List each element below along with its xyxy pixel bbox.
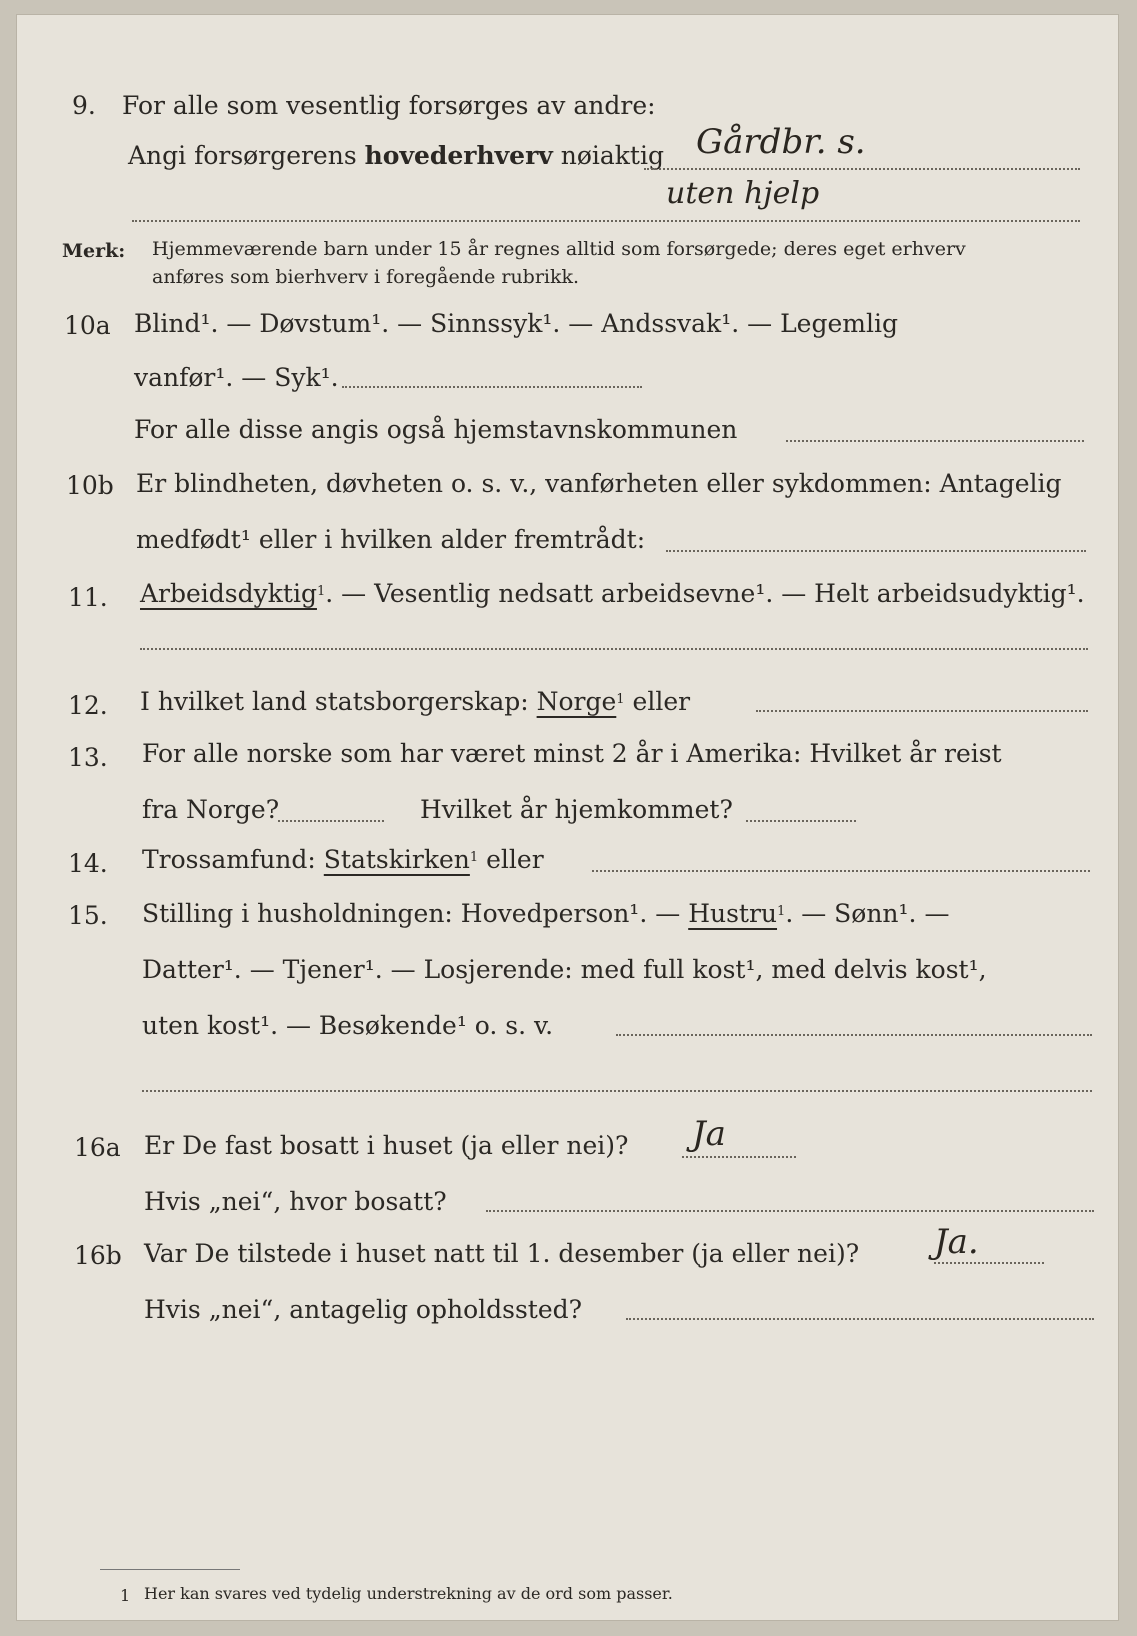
merk-line1: Hjemmeværende barn under 15 år regnes alltid som forsørgede; deres eget erhverv <box>152 238 966 260</box>
q13-line1: For alle norske som har været minst 2 år i Amerika: Hvilket år reist <box>142 739 1002 768</box>
q16b-line1: Var De tilstede i huset natt til 1. desember (ja eller nei)? <box>144 1239 860 1268</box>
q11-selected-option: Arbeidsdyktig <box>140 579 317 608</box>
q12-selected-option: Norge <box>536 687 617 716</box>
q15-selected-option: Hustru <box>688 899 778 928</box>
q9-answer1-handwriting: Gårdbr. s. <box>696 122 866 162</box>
q13-line2a: fra Norge? <box>142 795 280 824</box>
q12-line: I hvilket land statsborgerskap: Norge$^1$ eller <box>140 687 691 716</box>
q14-line: Trossamfund: Statskirken$^1$ eller <box>142 845 544 874</box>
q16a-line1: Er De fast bosatt i huset (ja eller nei)? <box>144 1131 629 1160</box>
q16b-line2: Hvis „nei“, antagelig opholdssted? <box>144 1295 583 1324</box>
q9-answer2-handwriting: uten hjelp <box>666 176 820 211</box>
q10b-line1: Er blindheten, døvheten o. s. v., vanførheten eller sykdommen: Antagelig <box>136 469 1062 498</box>
q16b-blank <box>626 1318 1094 1320</box>
q10b-blank <box>666 550 1086 552</box>
q10a-line2-blank <box>342 386 642 388</box>
q13-number: 13. <box>68 743 108 772</box>
q15-line3: uten kost¹. — Besøkende¹ o. s. v. <box>142 1011 554 1040</box>
census-form-page <box>16 14 1119 1621</box>
q10a-line3: For alle disse angis også hjemstavnskommunen <box>134 415 738 444</box>
q13-line2b: Hvilket år hjemkommet? <box>420 795 733 824</box>
q15-extra-blank <box>142 1090 1092 1092</box>
q10b-number: 10b <box>66 471 114 500</box>
q16a-blank <box>486 1210 1094 1212</box>
q15-number: 15. <box>68 901 108 930</box>
q13-hjemkommet-blank <box>746 820 856 822</box>
q10a-line1: Blind¹. — Døvstum¹. — Sinnssyk¹. — Andssvak¹. — Legemlig <box>134 309 898 338</box>
q14-selected-option: Statskirken <box>323 845 470 874</box>
q9-line2: Angi forsørgerens hovederhverv nøiaktig <box>128 141 664 170</box>
q15-line1: Stilling i husholdningen: Hovedperson¹. — Hustru$^1$. — Sønn¹. — <box>142 899 950 928</box>
q12-number: 12. <box>68 691 108 720</box>
footnote-mark: 1 <box>120 1586 131 1605</box>
merk-label: Merk: <box>62 240 126 262</box>
q11-line: Arbeidsdyktig$^1$. — Vesentlig nedsatt arbeidsevne¹. — Helt arbeidsudyktig¹. <box>140 579 1085 608</box>
q13-reist-blank <box>278 820 384 822</box>
q12-blank <box>756 710 1088 712</box>
footnote-text: Her kan svares ved tydelig understrekning av de ord som passer. <box>144 1584 673 1603</box>
footnote-rule <box>100 1569 240 1570</box>
q16a-answer-handwriting: Ja <box>692 1114 726 1154</box>
q10a-line3-blank <box>786 440 1084 442</box>
q9-line2-bold: hovederhverv <box>364 141 553 170</box>
q11-blank <box>140 648 1088 650</box>
q10b-line2: medfødt¹ eller i hvilken alder fremtrådt: <box>136 525 646 554</box>
q14-number: 14. <box>68 849 108 878</box>
q16a-line2: Hvis „nei“, hvor bosatt? <box>144 1187 447 1216</box>
q16b-answer-handwriting: Ja. <box>934 1222 979 1262</box>
q10a-line2: vanfør¹. — Syk¹. <box>134 363 339 392</box>
q16a-answer-line <box>682 1156 796 1158</box>
q9-answer-line2 <box>132 220 1080 222</box>
q16a-number: 16a <box>74 1133 121 1162</box>
q11-number: 11. <box>68 583 108 612</box>
q9-answer-line1 <box>644 168 1080 170</box>
q14-blank <box>592 870 1090 872</box>
q9-number: 9. <box>72 91 96 120</box>
q16b-answer-line <box>934 1262 1044 1264</box>
q10a-number: 10a <box>64 311 111 340</box>
q15-line3-blank <box>616 1034 1092 1036</box>
q9-line1: For alle som vesentlig forsørges av andre: <box>122 91 656 120</box>
q15-line2: Datter¹. — Tjener¹. — Losjerende: med full kost¹, med delvis kost¹, <box>142 955 987 984</box>
merk-line2: anføres som bierhverv i foregående rubrikk. <box>152 266 580 288</box>
q16b-number: 16b <box>74 1241 122 1270</box>
